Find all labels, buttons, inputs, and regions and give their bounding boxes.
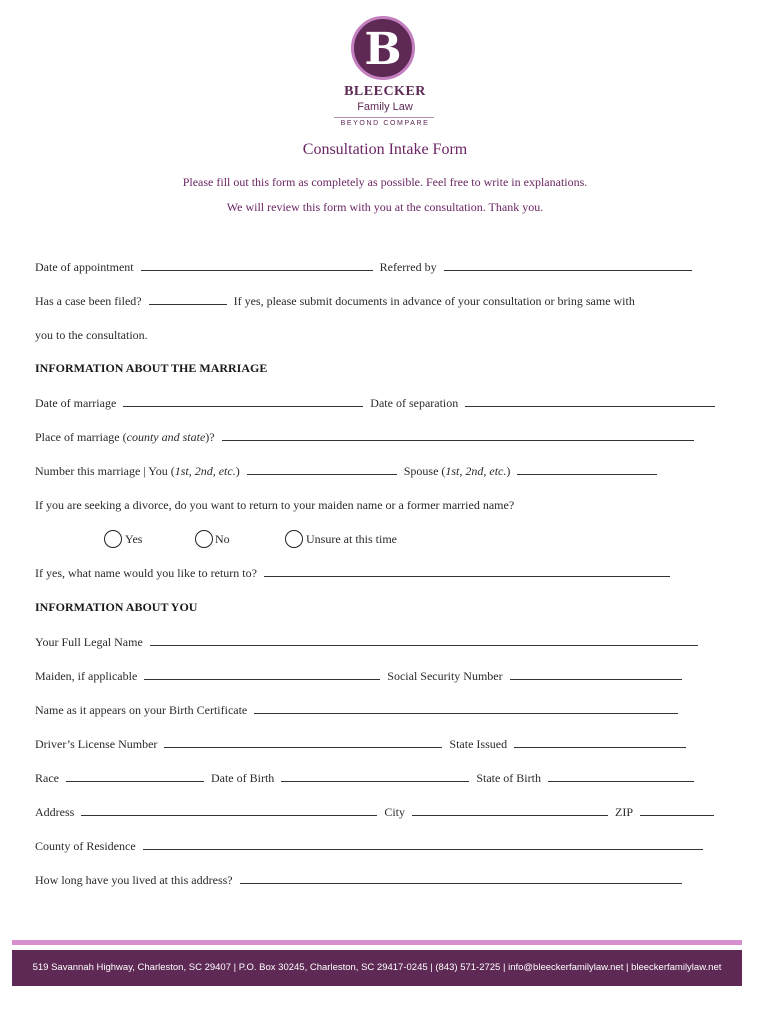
address-row	[35, 805, 718, 820]
return-name-field[interactable]	[264, 566, 670, 577]
county-field[interactable]	[143, 839, 703, 850]
race-label: Race	[35, 771, 59, 785]
spouse-label: Spouse (1st, 2nd, etc.)	[403, 464, 511, 478]
state-issued-field[interactable]	[514, 737, 686, 748]
how-long-field[interactable]	[240, 873, 682, 884]
birth-cert-name-row	[35, 703, 682, 718]
number-marriage-label: Number this marriage | You (1st, 2nd, etc.)	[35, 464, 240, 478]
address-label: Address	[35, 805, 75, 819]
birth-cert-name-label: Name as it appears on your Birth Certificate	[35, 703, 248, 717]
maiden-label: Maiden, if applicable	[35, 669, 138, 683]
brand-name: BLEECKER	[344, 84, 426, 99]
state-of-birth-field[interactable]	[548, 771, 694, 782]
section-marriage-heading: INFORMATION ABOUT THE MARRIAGE	[35, 361, 268, 375]
case-filed-field[interactable]	[149, 294, 227, 305]
full-legal-name-label: Your Full Legal Name	[35, 635, 143, 649]
divorce-question: If you are seeking a divorce, do you want to return to your maiden name or a former married name?	[35, 498, 515, 512]
form-title: Consultation Intake Form	[302, 141, 468, 158]
date-of-appointment-label: Date of appointment	[35, 260, 134, 274]
maiden-ssn-row	[35, 669, 686, 684]
brand-subtitle: Family Law	[357, 101, 413, 113]
date-of-marriage-field[interactable]	[123, 396, 363, 407]
birth-cert-name-field[interactable]	[254, 703, 678, 714]
city-field[interactable]	[412, 805, 608, 816]
radio-unsure[interactable]	[285, 530, 303, 548]
appointment-row	[35, 260, 696, 275]
zip-label: ZIP	[615, 805, 633, 819]
place-of-marriage-field[interactable]	[222, 430, 694, 441]
brand-divider	[334, 117, 434, 118]
brand-tagline: BEYOND COMPARE	[340, 120, 430, 127]
case-filed-note-2: you to the consultation.	[35, 328, 148, 342]
ssn-label: Social Security Number	[387, 669, 503, 683]
state-issued-label: State Issued	[449, 737, 508, 751]
radio-no-label: No	[215, 532, 230, 546]
license-label: Driver’s License Number	[35, 737, 158, 751]
race-dob-row	[35, 771, 698, 786]
zip-field[interactable]	[640, 805, 714, 816]
ssn-field[interactable]	[510, 669, 682, 680]
radio-no[interactable]	[195, 530, 213, 548]
county-row	[35, 839, 707, 854]
date-of-marriage-label: Date of marriage	[35, 396, 117, 410]
radio-yes-label: Yes	[125, 532, 143, 546]
address-field[interactable]	[81, 805, 377, 816]
case-filed-row	[35, 294, 635, 309]
return-name-row	[35, 566, 674, 581]
referred-by-label: Referred by	[379, 260, 437, 274]
return-name-label: If yes, what name would you like to return to?	[35, 566, 257, 580]
section-you-heading: INFORMATION ABOUT YOU	[35, 600, 198, 614]
state-of-birth-label: State of Birth	[476, 771, 541, 785]
date-of-appointment-field[interactable]	[141, 260, 373, 271]
logo-emblem	[351, 16, 415, 80]
case-filed-label: Has a case been filed?	[35, 294, 142, 308]
maiden-field[interactable]	[144, 669, 380, 680]
number-marriage-row	[35, 464, 661, 479]
city-label: City	[384, 805, 405, 819]
how-long-label: How long have you lived at this address?	[35, 873, 233, 887]
dob-label: Date of Birth	[210, 771, 275, 785]
you-marriage-number-field[interactable]	[247, 464, 397, 475]
maiden-name-options	[0, 529, 770, 551]
intro-line-2: We will review this form with you at the consultation. Thank you.	[226, 200, 544, 214]
full-legal-name-field[interactable]	[150, 635, 698, 646]
how-long-row	[35, 873, 686, 888]
date-of-separation-field[interactable]	[465, 396, 715, 407]
marriage-dates-row	[35, 396, 719, 411]
radio-yes[interactable]	[104, 530, 122, 548]
case-filed-note: If yes, please submit documents in advance of your consultation or bring same with	[233, 294, 635, 308]
logo-letter: B	[364, 24, 402, 75]
license-row	[35, 737, 690, 752]
full-legal-name-row	[35, 635, 702, 650]
footer-contact-text: 519 Savannah Highway, Charleston, SC 29407 | P.O. Box 30245, Charleston, SC 29417-0245 | (843) 571-2725 | info@bleeckerfamilylaw.net | bleeckerfamilylaw.net	[32, 962, 722, 973]
intro-line-1: Please fill out this form as completely as possible. Feel free to write in explanations.	[182, 175, 588, 189]
dob-field[interactable]	[281, 771, 469, 782]
footer-bar	[12, 950, 742, 986]
spouse-marriage-number-field[interactable]	[517, 464, 657, 475]
county-label: County of Residence	[35, 839, 136, 853]
license-field[interactable]	[164, 737, 442, 748]
place-of-marriage-label: Place of marriage (county and state)?	[35, 430, 215, 444]
race-field[interactable]	[66, 771, 204, 782]
footer-accent-stripe	[12, 940, 742, 945]
referred-by-field[interactable]	[444, 260, 692, 271]
radio-unsure-label: Unsure at this time	[306, 532, 397, 546]
date-of-separation-label: Date of separation	[370, 396, 459, 410]
place-of-marriage-row	[35, 430, 698, 445]
